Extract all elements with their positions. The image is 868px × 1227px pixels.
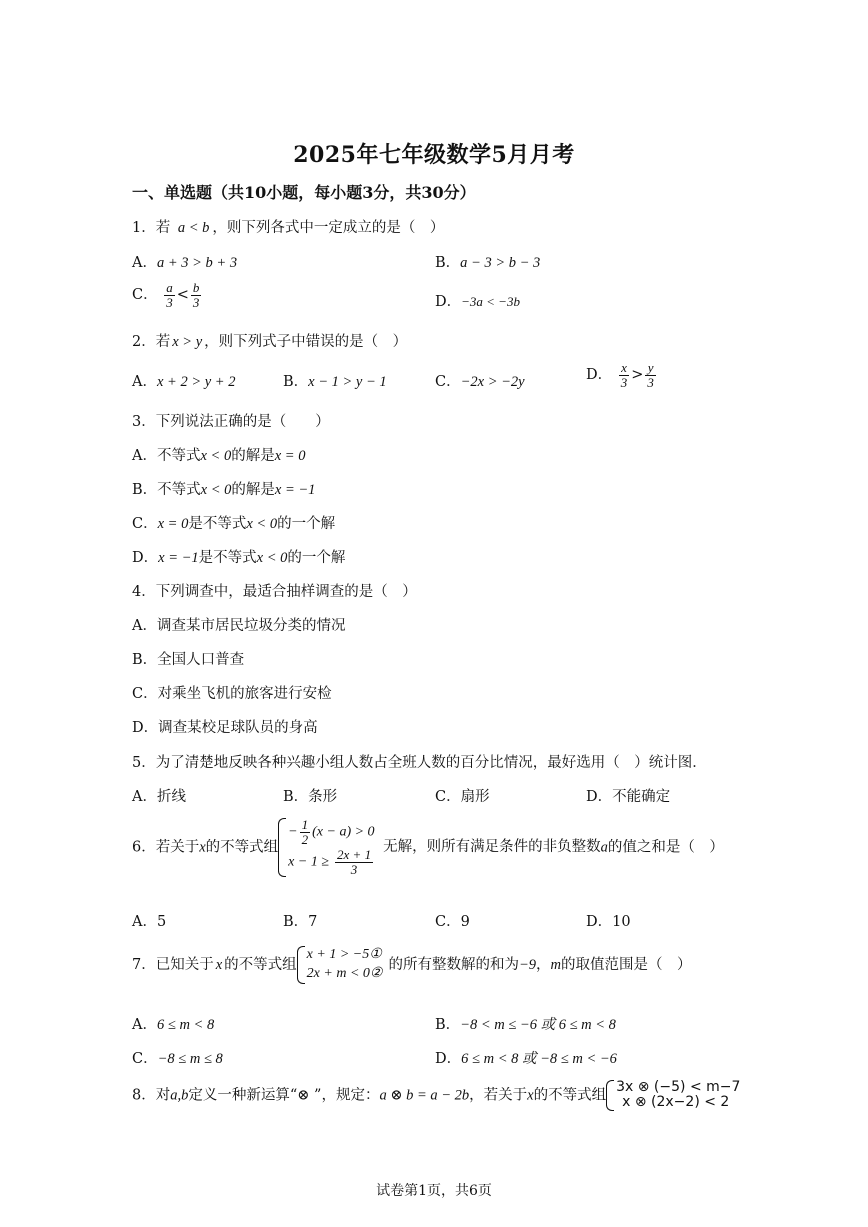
q2-option-c[interactable]: C．−2x > −2y <box>435 374 525 390</box>
question-1-suffix: ，则下列各式中一定成立的是（ ） <box>212 220 445 236</box>
section-heading: 一、单选题（共10小题，每小题3分，共30分） <box>132 183 476 202</box>
q7-option-d[interactable]: D．6 ≤ m < 8 或 −8 ≤ m < −6 <box>435 1051 617 1067</box>
question-6: 6．若关于x的不等式组 − $\frac{1}{2}$ (x − a) > 0 x − 1 ≥ $\frac{2x + 1}{3}$ 无解，则所有满足条件的非负整数a的值之和是（ ） <box>132 817 724 877</box>
q5-option-d[interactable]: D．不能确定 <box>586 789 671 805</box>
q7-option-c[interactable]: C．−8 ≤ m ≤ 8 <box>132 1051 223 1067</box>
question-4: 4．下列调查中，最适合抽样调查的是（ ） <box>132 584 417 600</box>
q4-option-a[interactable]: A．调查某市居民垃圾分类的情况 <box>132 618 346 634</box>
q5-option-a[interactable]: A．折线 <box>132 789 186 805</box>
q2-option-a[interactable]: A．x + 2 > y + 2 <box>132 374 236 390</box>
question-7: 7．已知关于 x 的不等式组 x + 1 > −5① 2x + m < 0② 的所有整数解的和为−9，m的取值范围是（ ） <box>132 946 691 984</box>
q6-inequality-system: − $\frac{1}{2}$ (x − a) > 0 x − 1 ≥ $\frac{2x + 1}{3}$ <box>278 818 375 877</box>
q3-option-d[interactable]: D．x = −1是不等式x < 0的一个解 <box>132 550 346 566</box>
q4-option-c[interactable]: C．对乘坐飞机的旅客进行安检 <box>132 686 332 702</box>
left-brace <box>606 1080 614 1111</box>
question-1 <box>132 216 444 237</box>
question-2: 2．若 x > y ，则下列式子中错误的是（ ） <box>132 334 408 350</box>
q6-option-c[interactable]: C．9 <box>435 914 470 930</box>
q4-option-d[interactable]: D．调查某校足球队员的身高 <box>132 720 318 736</box>
page-title: 2025年七年级数学5月月考 <box>293 142 575 168</box>
q3-option-b[interactable]: B．不等式x < 0的解是x = −1 <box>132 482 316 498</box>
page-footer: 试卷第1页，共6页 <box>376 1183 492 1199</box>
q6-option-b[interactable]: B．7 <box>283 914 318 930</box>
q3-option-c[interactable]: C．x = 0是不等式x < 0的一个解 <box>132 516 336 532</box>
q5-option-b[interactable]: B．条形 <box>283 789 338 805</box>
q7-option-a[interactable]: A．6 ≤ m < 8 <box>132 1017 215 1033</box>
left-brace <box>278 818 286 877</box>
question-1-math: a < b <box>177 220 210 236</box>
q1-option-a[interactable]: A．a + 3 > b + 3 <box>132 255 238 271</box>
q8-inequality-system: 3x ⊗ (−5) < m−7 x ⊗ (2x−2) < 2 <box>606 1080 740 1111</box>
q5-option-c[interactable]: C．扇形 <box>435 789 490 805</box>
question-1-prefix: 1．若 <box>132 220 171 236</box>
q2-option-d[interactable]: D． $\frac{x}{3}$ > $\frac{y}{3}$ <box>586 360 654 390</box>
question-5: 5．为了清楚地反映各种兴趣小组人数占全班人数的百分比情况，最好选用（ ）统计图． <box>132 755 707 771</box>
q4-option-b[interactable]: B．全国人口普查 <box>132 652 245 668</box>
left-brace <box>297 946 305 984</box>
q3-option-a[interactable]: A．不等式x < 0的解是x = 0 <box>132 448 306 464</box>
question-8: 8．对a,b定义一种新运算“⊗ ”，规定：a ⊗ b = a − 2b，若关于x的不等式组 3x ⊗ (−5) < m−7 x ⊗ (2x−2) < 2 <box>132 1079 741 1111</box>
q7-option-b[interactable]: B．−8 < m ≤ −6 或 6 ≤ m < 8 <box>435 1017 616 1033</box>
q1-option-c[interactable]: C． $\frac{a}{3}$ < $\frac{b}{3}$ <box>132 280 200 310</box>
question-3: 3．下列说法正确的是（ ） <box>132 414 330 430</box>
q6-option-a[interactable]: A．5 <box>132 914 167 930</box>
q6-option-d[interactable]: D．10 <box>586 914 631 930</box>
q7-inequality-system: x + 1 > −5① 2x + m < 0② <box>297 946 383 984</box>
q1-option-b[interactable]: B．a − 3 > b − 3 <box>435 255 541 271</box>
q2-option-b[interactable]: B．x − 1 > y − 1 <box>283 374 387 390</box>
q1-option-d[interactable]: D．−3a < −3b <box>435 294 520 310</box>
